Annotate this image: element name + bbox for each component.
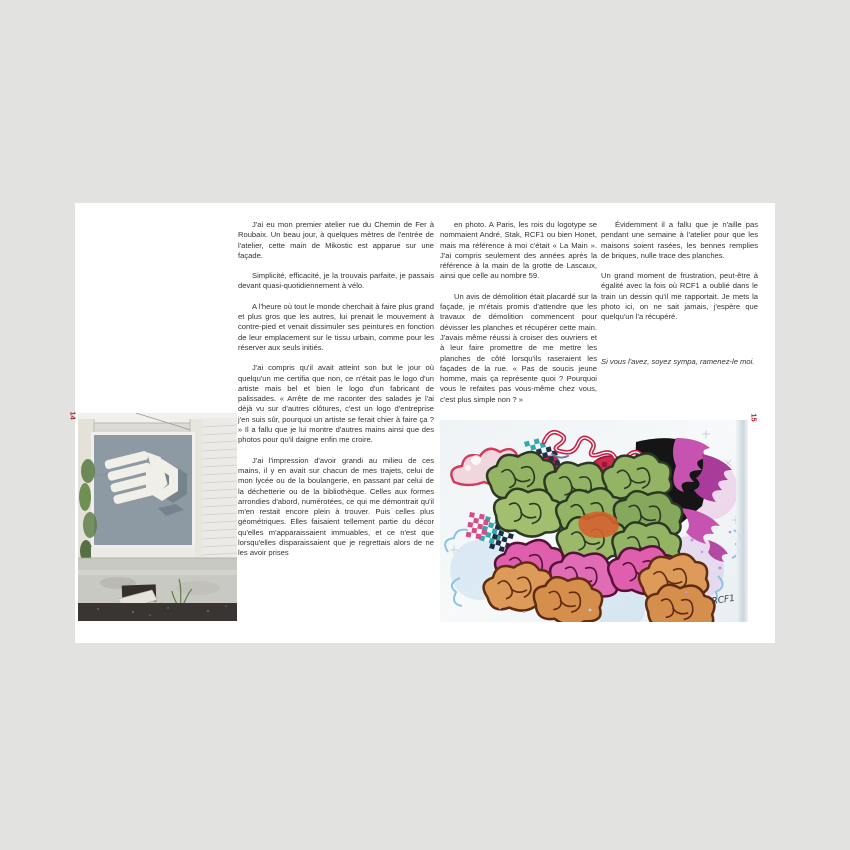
paragraph: en photo. A Paris, les rois du logotype se nommaient André, Stak, RCF1 ou bien Honet, mais ma référence à moi c'était « La Main ». J'ai compris seulement des années après la référence à la main de la grotte de Lascaux, ainsi que celle au nombre 59. (440, 220, 597, 281)
text-column-3 (601, 220, 758, 377)
paragraph: A l'heure où tout le monde cherchait à faire plus grand et plus gros que les autres, lui prenait le mouvement à contre-pied et venait dissimuler ses peintures en fonction de leur emplacement sur le tissu urbain, comme pour les réserver aux seuls initiés. (238, 301, 434, 352)
italic-note: Si vous l'avez, soyez sympa, ramenez-le moi. (601, 356, 755, 366)
book-spread (68, 203, 775, 643)
text-column-1 (238, 220, 434, 569)
paragraph: J'ai compris qu'il avait atteint son but le jour où quelqu'un me certifia que non, ce n'était pas le logo d'un artiste mais bel et bien le logo d'un fabricant de palissades. « Arrête de me raconter des salades je l'ai déjà vu sur d'autres clôtures, c'est un logo d'entreprise j'en suis sûr, pourquoi un artiste se ferait chier à faire ça ? » Il a fallu que je lui montre d'autres mains ainsi que des photos pour qu'il daigne enfin me croire. (238, 363, 434, 445)
paragraph: Simplicité, efficacité, je la trouvais parfaite, je passais devant quasi-quotidiennement à vélo. (238, 271, 434, 291)
paragraph: Un avis de démolition était placardé sur la façade, je m'étais promis d'attendre que les travaux de démolition commencent pour dévisser les planches et récupérer cette main. J'avais même réussi à croiser des ouvriers et à leur faire promettre de me mettre les planches de côté lorsqu'ils raseraient les façades de la rue. « Pas de soucis jeune homme, mais ça représente quoi ? Pourquoi vous le refaites pas vous-même chez vous, c'est plus simple non ? » (440, 291, 597, 404)
left-page-photo (78, 413, 237, 621)
page-number-left: 14 (68, 411, 78, 420)
paragraph: J'ai l'impression d'avoir grandi au milieu de ces mains, il y en avait sur chacun de mes trajets, celui de mon lycée ou de la boulangerie, en passant par celui de la déchetterie ou de la bibliothèque. Celles aux formes arrondies d'abord, numérotées, ce qui me démontrait qu'il m'en restait encore plein à trouver. Puis celles plus géométriques. Elles faisaient tellement partie du décor qu'elles m'apparaissaient immuables, et ce n'est que lorsqu'elles disparaissaient que je regrettais alors de ne les avoir prises (238, 455, 434, 558)
artist-signature: RCF1 (711, 593, 736, 607)
graffiti-sketch-illustration (440, 420, 748, 622)
paragraph: J'ai eu mon premier atelier rue du Chemin de Fer à Roubaix. Un beau jour, à quelques mètres de l'entrée de l'atelier, cette main de Mikostic est apparue sur une façade. (238, 220, 434, 260)
graffiti-sketch-photo (440, 420, 748, 622)
paragraph: Un grand moment de frustration, peut-être à égalité avec la fois où RCF1 a oublié dans le train un dessin qu'il me rapportait. Je mets la photo ici, on ne sait jamais, j'espère que quelqu'un l'a récupéré. (601, 271, 758, 322)
wall-photo-illustration (78, 413, 237, 621)
page-number-right: 15 (749, 413, 759, 422)
text-column-2 (440, 220, 597, 415)
paragraph: Évidemment il a fallu que je n'aille pas pendant une semaine à l'atelier pour que les maisons soient rasées, les bennes remplies de briques, nulle trace des planches. (601, 220, 758, 260)
